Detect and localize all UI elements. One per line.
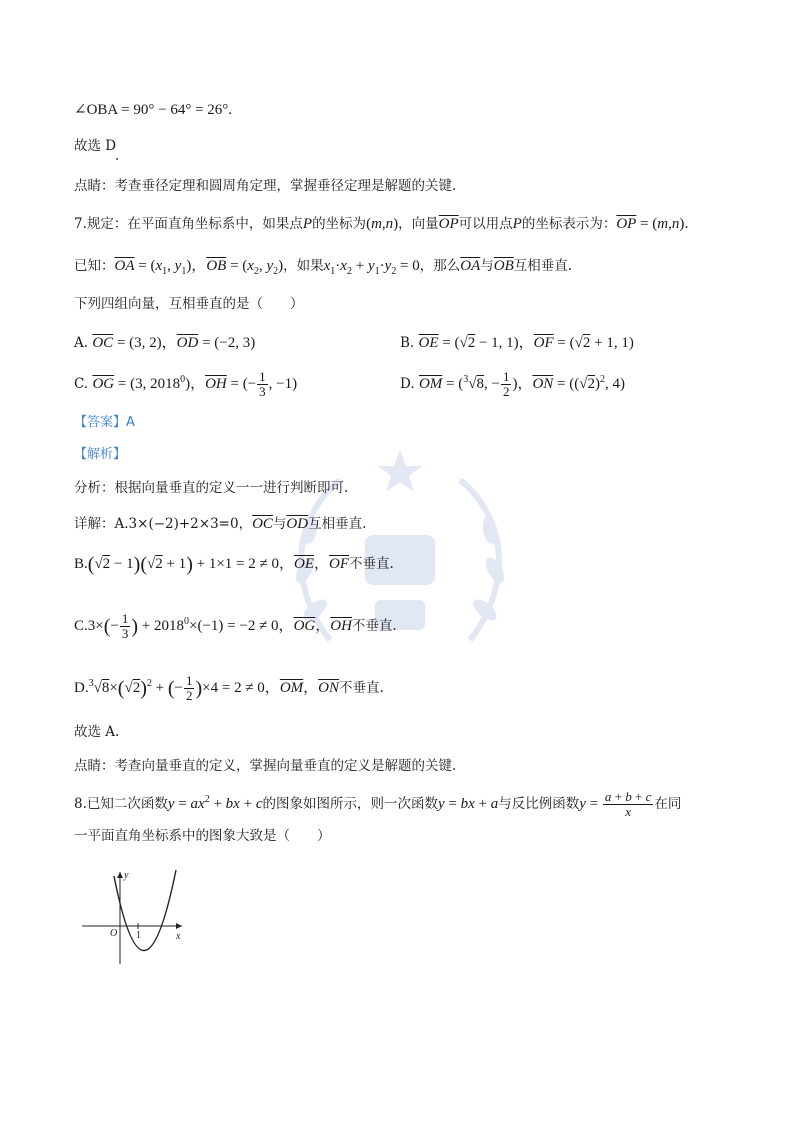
answer-line [74, 412, 135, 433]
q7-text-a: 7.规定：在平面直角坐标系中，如果点 [74, 216, 303, 232]
q8-text-b: 的图象如图所示，则一次函数 [262, 796, 438, 812]
known-text-e: 互相垂直. [513, 258, 573, 274]
detail-d: $D.^3√8\times(√2)^2$ + (− $\frac{1}{2}$ )×4 = 2 ≠ 0，$\overline{OM}$，$\overline{ON}$不垂直. [74, 673, 384, 704]
detail-a-yu: 与 [272, 516, 287, 532]
q8-text-d: 在同 [654, 796, 682, 812]
detail-c-end: 不垂直. [351, 618, 397, 634]
q7-ask: 下列四组向量，互相垂直的是（ ） [74, 296, 304, 312]
x-axis-label: x [176, 931, 181, 942]
stray-dot [116, 158, 118, 160]
option-a: A. $\overline{OC} = (3$, 2)，$\overline{OD} = (-2$, 3) [74, 335, 256, 351]
detail-a-end: 互相垂直. [308, 516, 367, 532]
option-b: B. $\overline{OE} = (√2 - 1$, 1)，$\overline{OF} = (√2 + 1$, 1) [400, 335, 634, 351]
analysis-label-line [74, 444, 126, 465]
origin-label: O [110, 928, 118, 939]
q7-statement: 7.规定：在平面直角坐标系中，如果点P的坐标为(m,n)，向量$\overline{OP}$可以用点P的坐标表示为：$\overline{OP} = (m,n)$. [74, 216, 689, 232]
q7-text-c: ，向量 [398, 216, 439, 232]
q8-text-a: 8.已知二次函数 [74, 796, 168, 812]
parabola-graph [78, 868, 188, 968]
option-c: C. $\overline{OG} = (3$, 2018$^0$)，$\overline{OH}$ = (− $\frac{1}{3}$ , −1) [74, 369, 298, 400]
angle-result: ∠OBA = 90° − 64° = 26°. [74, 102, 233, 118]
tick-label-1: 1 [136, 930, 141, 941]
option-a-label: A. [74, 335, 89, 351]
known-text-d: 与 [480, 258, 494, 274]
remark-q6: 点睛：考查垂径定理和圆周角定理，掌握垂径定理是解题的关键. [74, 178, 457, 194]
analysis-text: 分析：根据向量垂直的定义一一进行判断即可. [74, 480, 349, 496]
detail-b: B.(√2 − 1)(√2 + 1) + 1×1 = 2 ≠ 0，$\overline{OE}$，$\overline{OF}$不垂直. [74, 553, 394, 576]
q7-text-b: 的坐标为 [312, 216, 367, 232]
analysis-label: 【解析】 [74, 447, 127, 462]
option-b-label: B. [400, 335, 415, 351]
answer-value: A [126, 415, 135, 430]
detail-a: 详解：A.3×(−2)+2×3=0，$\overline{OC}$与$\overline{OD}$互相垂直. [74, 516, 367, 532]
q8-statement: 8.已知二次函数$y = ax^2$ + bx + c的图象如图所示，则一次函数y = bx + a与反比例函数y = $\frac{a + b + c}{x}$ 在同 [74, 789, 682, 820]
detail-c: C.3×(− $\frac{1}{3}$ ) + $2018^0\times(-1) = -2 \ne 0$，$\overline{OG}$，$\overline{OH}$不垂直. [74, 611, 397, 642]
option-c-label: C. [74, 376, 89, 392]
q8-statement-2: 一平面直角坐标系中的图象大致是（ ） [74, 828, 331, 844]
answer-label: 【答案】 [74, 415, 127, 430]
choose-d: 故选 D [74, 138, 117, 154]
detail-a-text: 详解：A.3×(−2)+2×3=0， [74, 516, 253, 532]
option-d-label: D. [400, 376, 415, 392]
known-text-c: ，那么 [419, 258, 461, 274]
detail-b-end: 不垂直. [349, 556, 394, 572]
y-axis-label: y [124, 870, 129, 881]
detail-d-end: 不垂直. [339, 680, 384, 696]
q7-text-e: 的坐标表示为： [521, 216, 617, 232]
q7-text-d: 可以用点 [458, 216, 513, 232]
q7-known: 已知：$\overline{OA} = (x_1$, $y_1$)，$\overline{OB} = (x_2$, $y_2$)，如果$x_1\cdot x_2 + y_1\cdot y_2 = 0$，那么$\overline{OA}$与$\overline{OB}$互相垂直. [74, 258, 573, 277]
q8-text-c: 与反比例函数 [498, 796, 580, 812]
remark-q7: 点睛：考查向量垂直的定义，掌握向量垂直的定义是解题的关键. [74, 758, 457, 774]
conclude: 故选 A. [74, 724, 120, 740]
option-d: D. $\overline{OM} = (^3√8$, − $\frac{1}{2}$ )，$\overline{ON} = ((√2)^2$, 4) [400, 369, 625, 400]
known-text-b: ，如果 [283, 258, 324, 274]
known-text-a: 已知： [74, 258, 115, 274]
